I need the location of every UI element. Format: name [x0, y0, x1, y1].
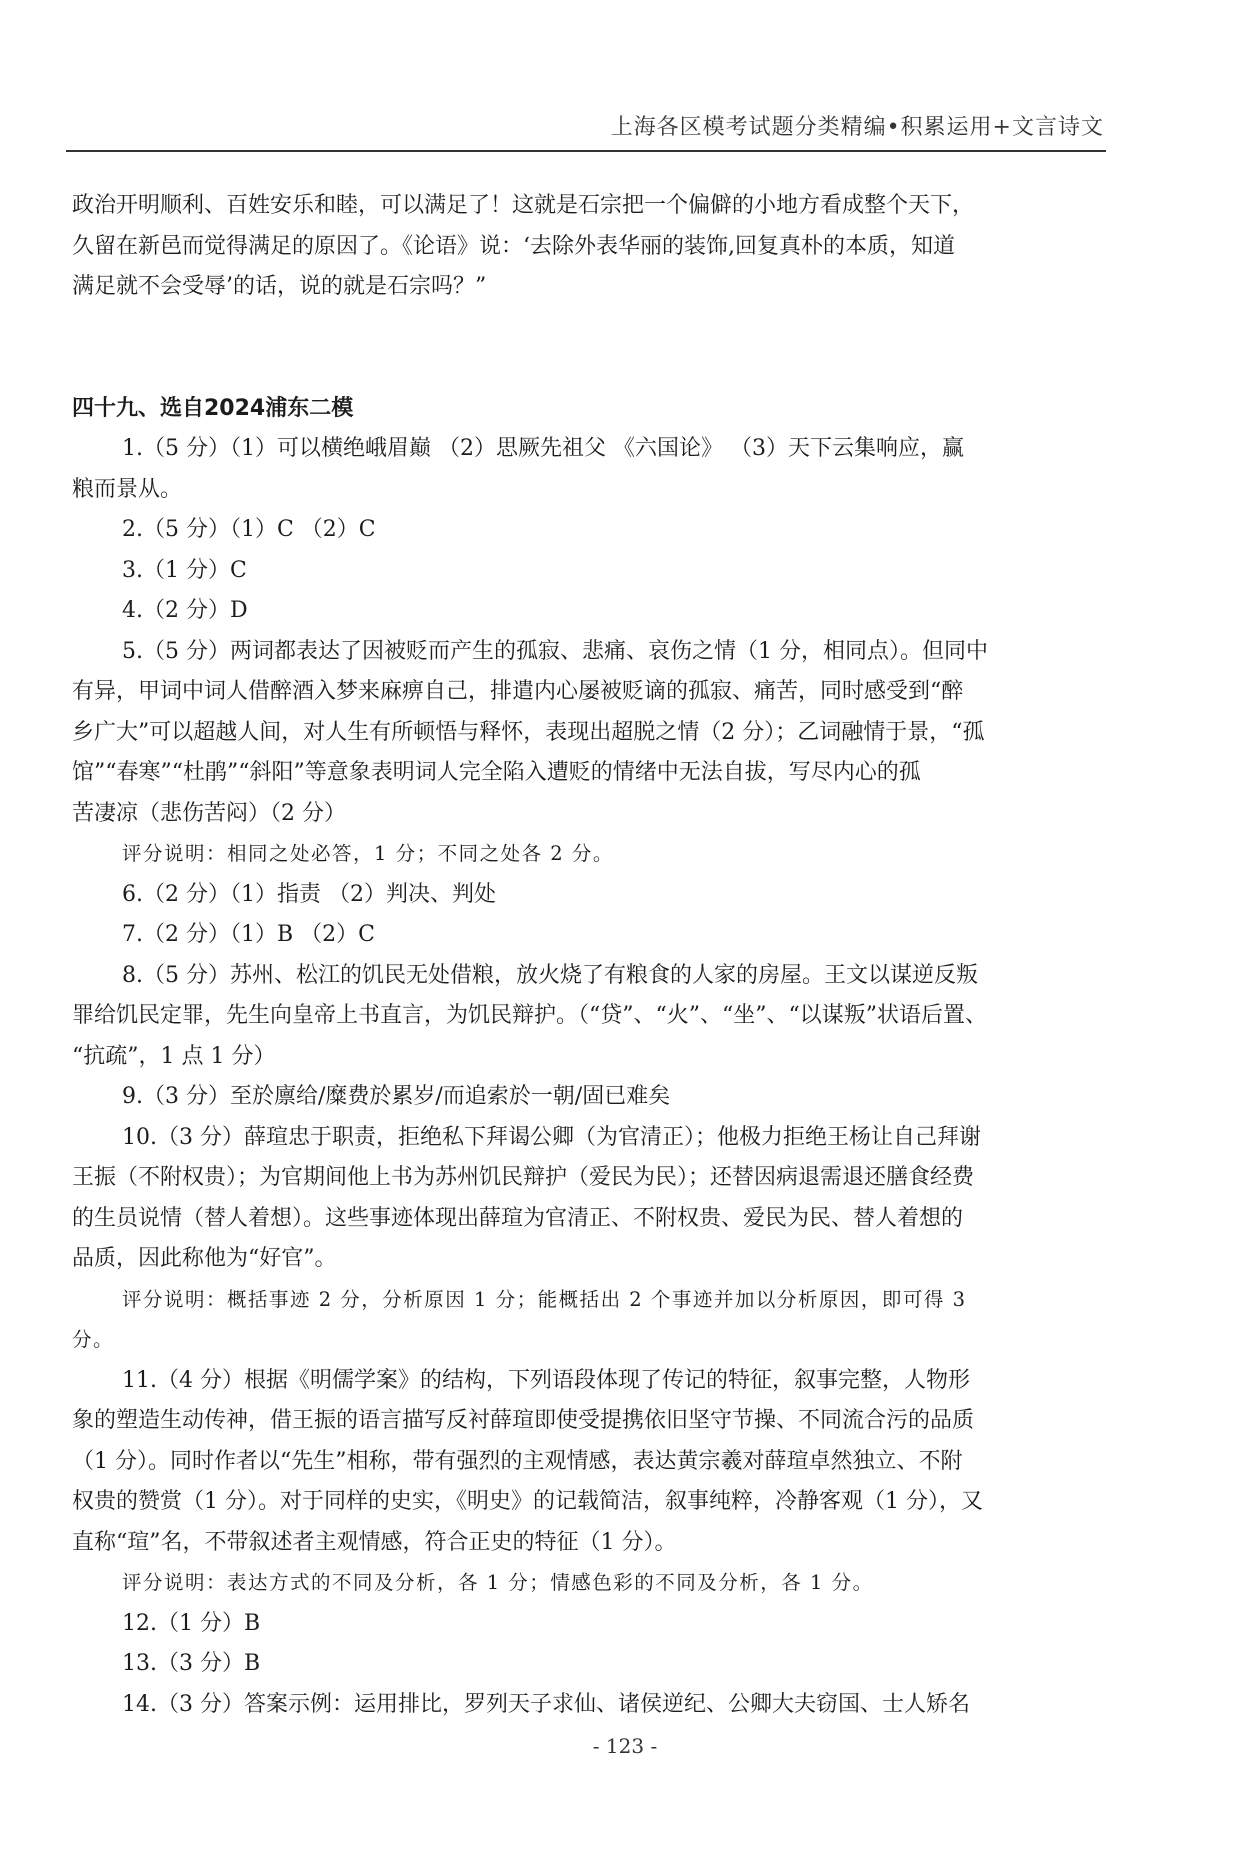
answer-line: 11.（4 分）根据《明儒学案》的结构，下列语段体现了传记的特征，叙事完整，人物形	[122, 1367, 970, 1393]
answer-line: 乡广大”可以超越人间，对人生有所顿悟与释怀，表现出超脱之情（2 分）；乙词融情于景，“孤	[72, 719, 985, 745]
intro-line: 政治开明顺利、百姓安乐和睦，可以满足了！这就是石宗把一个偏僻的小地方看成整个天下，	[72, 193, 975, 218]
scoring-note-line: 评分说明：概括事迹 2 分，分析原因 1 分；能概括出 2 个事迹并加以分析原因，即可得 3	[122, 1287, 967, 1311]
answer-line: 1.（5 分）（1）可以横绝峨眉巅 （2）思厥先祖父 《六国论》 （3）天下云集响应，赢	[122, 436, 964, 461]
answer-line: 象的塑造生动传神，借王振的语言描写反衬薛瑄即使受提携依旧坚守节操、不同流合污的品质	[72, 1408, 975, 1433]
answer-line: 14.（3 分）答案示例：运用排比，罗列天子求仙、诸侯逆纪、公卿大夫窃国、士人矫名	[122, 1691, 970, 1717]
answer-list	[72, 429, 1108, 1725]
answer-line: 13.（3 分）B	[122, 1651, 261, 1676]
answer-line: 9.（3 分）至於廪给/糜费於累岁/而追索於一朝/固已难矣	[122, 1084, 671, 1109]
answer-line: 的生员说情（替人着想）。这些事迹体现出薛瑄为官清正、不附权贵、爱民为民、替人着想的	[72, 1205, 964, 1231]
answer-line: 7.（2 分）（1）B （2）C	[122, 922, 375, 947]
answer-line: 苦凄凉（悲伤苦闷）（2 分）	[72, 800, 346, 826]
page-content	[72, 186, 1108, 1725]
scoring-note-line: 评分说明：相同之处必答，1 分；不同之处各 2 分。	[122, 842, 614, 865]
answer-line: 品质，因此称他为“好官”。	[72, 1246, 337, 1271]
header-title: 上海各区模考试题分类精编•积累运用+文言诗文	[610, 115, 1104, 140]
answer-line: （1 分）。同时作者以“先生”相称，带有强烈的主观情感，表达黄宗羲对薛瑄卓然独立、不附	[72, 1448, 963, 1474]
answer-line: 直称“瑄”名，不带叙述者主观情感，符合正史的特征（1 分）。	[72, 1529, 677, 1555]
answer-line: 罪给饥民定罪，先生向皇帝上书直言，为饥民辩护。（“贷”、“火”、“坐”、“以谋叛”状语后置、	[72, 1003, 987, 1028]
answer-line: 5.（5 分）两词都表达了因被贬而产生的孤寂、悲痛、哀伤之情（1 分，相同点）。但同中	[122, 638, 988, 664]
intro-line: 久留在新邑而觉得满足的原因了。《论语》说：‘去除外表华丽的装饰,回复真朴的本质，知道	[72, 233, 955, 259]
scoring-note-line: 分。	[72, 1328, 115, 1351]
answer-line: 6.（2 分）（1）指责 （2）判决、判处	[122, 881, 496, 907]
answer-line: 馆”“春寒”“杜鹃”“斜阳”等意象表明词人完全陷入遭贬的情绪中无法自拔，写尽内心的孤	[72, 760, 921, 785]
intro-paragraph	[72, 186, 1108, 308]
spacer	[72, 308, 1108, 389]
scoring-note-line: 评分说明：表达方式的不同及分析，各 1 分；情感色彩的不同及分析，各 1 分。	[122, 1571, 874, 1594]
answer-line: 10.（3 分）薛瑄忠于职责，拒绝私下拜谒公卿（为官清正）；他极力拒绝王杨让自己拜谢	[122, 1124, 981, 1150]
answer-line: 4.（2 分）D	[122, 598, 248, 623]
answer-line: 权贵的赞赏（1 分）。对于同样的史实，《明史》的记载简洁，叙事纯粹，冷静客观（1 分），又	[72, 1489, 983, 1514]
answer-line: 3.（1 分）C	[122, 557, 247, 583]
answer-line: 有异，甲词中词人借醉酒入梦来麻痹自己，排遣内心屡被贬谪的孤寂、痛苦，同时感受到“醉	[72, 679, 964, 704]
answer-line: 2.（5 分）（1）C （2）C	[122, 517, 376, 542]
answer-line: 12.（1 分）B	[122, 1610, 261, 1636]
answer-line: 王振（不附权贵）；为官期间他上书为苏州饥民辩护（爱民为民）；还替因病退需退还膳食经费	[72, 1165, 975, 1190]
page-number: - 123 -	[592, 1734, 658, 1758]
answer-line: 粮而景从。	[72, 476, 183, 502]
answer-line: “抗疏”，1 点 1 分）	[72, 1043, 276, 1069]
page-header	[66, 96, 1106, 152]
section-title: 四十九、选自2024浦东二模	[72, 395, 354, 421]
answer-line: 8.（5 分）苏州、松江的饥民无处借粮，放火烧了有粮食的人家的房屋。王文以谋逆反叛	[122, 962, 978, 988]
intro-line: 满足就不会受辱’的话，说的就是石宗吗？”	[72, 274, 487, 299]
